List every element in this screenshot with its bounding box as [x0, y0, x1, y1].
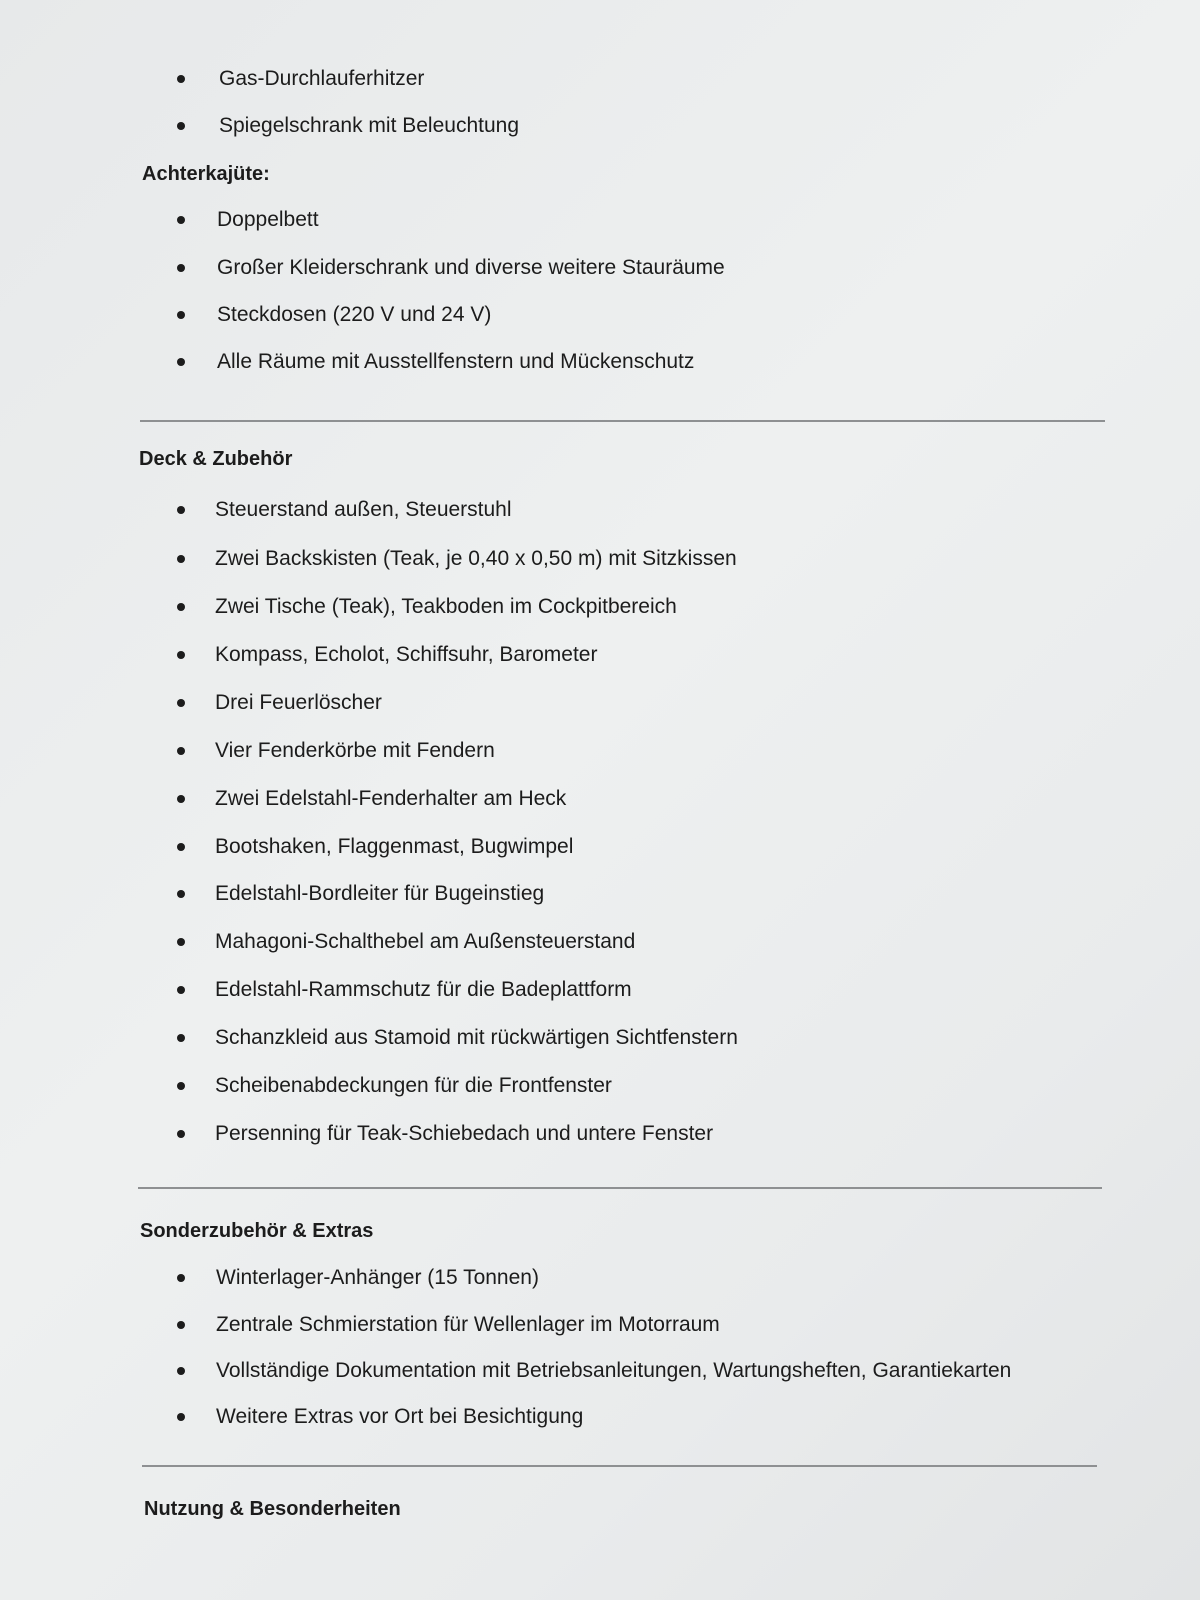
- list-item-text: Zwei Backskisten (Teak, je 0,40 x 0,50 m) mit Sitzkissen: [215, 547, 737, 570]
- list-item-text: Scheibenabdeckungen für die Frontfenster: [215, 1074, 612, 1097]
- list-item-text: Doppelbett: [217, 208, 319, 231]
- list-item-text: Alle Räume mit Ausstellfenstern und Mückenschutz: [217, 350, 695, 373]
- list-item-text: Kompass, Echolot, Schiffsuhr, Barometer: [215, 643, 598, 666]
- bullet: [177, 651, 185, 659]
- section-heading-deck: Deck & Zubehör: [139, 448, 293, 470]
- bullet: [177, 1274, 185, 1282]
- list-item-text: Zentrale Schmierstation für Wellenlager im Motorraum: [216, 1313, 720, 1336]
- list-item-text: Zwei Tische (Teak), Teakboden im Cockpitbereich: [215, 595, 677, 618]
- bullet: [177, 603, 185, 611]
- bullet: [177, 890, 185, 898]
- bullet: [177, 1413, 185, 1421]
- bullet: [177, 1367, 185, 1375]
- bullet: [177, 506, 185, 514]
- bullet: [177, 699, 185, 707]
- bullet: [177, 747, 185, 755]
- bullet: [177, 1082, 185, 1090]
- section-divider: [138, 1187, 1102, 1189]
- bullet: [177, 938, 185, 946]
- list-item-text: Winterlager-Anhänger (15 Tonnen): [216, 1266, 539, 1289]
- list-item-text: Zwei Edelstahl-Fenderhalter am Heck: [215, 787, 567, 810]
- bullet: [177, 311, 185, 319]
- bullet: [177, 986, 185, 994]
- list-item-text: Steuerstand außen, Steuerstuhl: [215, 498, 512, 521]
- list-item-text: Edelstahl-Bordleiter für Bugeinstieg: [215, 882, 545, 905]
- bullet: [177, 843, 185, 851]
- list-item-text: Vier Fenderkörbe mit Fendern: [215, 739, 495, 762]
- bullet: [177, 795, 185, 803]
- section-heading-usage: Nutzung & Besonderheiten: [144, 1498, 401, 1520]
- list-item-text: Weitere Extras vor Ort bei Besichtigung: [216, 1405, 584, 1428]
- list-item-text: Persenning für Teak-Schiebedach und untere Fenster: [215, 1122, 714, 1145]
- list-item-text: Edelstahl-Rammschutz für die Badeplattform: [215, 978, 632, 1001]
- section-heading-aft-cabin: Achterkajüte:: [142, 163, 270, 185]
- list-item-text: Gas-Durchlauferhitzer: [219, 67, 425, 90]
- bullet: [177, 75, 185, 83]
- list-item-text: Großer Kleiderschrank und diverse weitere Stauräume: [217, 256, 725, 279]
- list-item-text: Steckdosen (220 V und 24 V): [217, 303, 492, 326]
- list-item-text: Vollständige Dokumentation mit Betriebsanleitungen, Wartungsheften, Garantiekarten: [216, 1359, 1012, 1382]
- list-item-text: Schanzkleid aus Stamoid mit rückwärtigen Sichtfenstern: [215, 1026, 738, 1049]
- bullet: [177, 122, 185, 130]
- section-heading-extras: Sonderzubehör & Extras: [140, 1220, 374, 1242]
- list-item-text: Bootshaken, Flaggenmast, Bugwimpel: [215, 835, 574, 858]
- bullet: [177, 1034, 185, 1042]
- list-item-text: Drei Feuerlöscher: [215, 691, 382, 714]
- bullet: [177, 358, 185, 366]
- bullet: [177, 1321, 185, 1329]
- bullet: [177, 1130, 185, 1138]
- bullet: [177, 555, 185, 563]
- bullet: [177, 216, 185, 224]
- section-divider: [142, 1465, 1097, 1467]
- section-divider: [140, 420, 1105, 422]
- bullet: [177, 264, 185, 272]
- list-item-text: Spiegelschrank mit Beleuchtung: [219, 114, 520, 137]
- list-item-text: Mahagoni-Schalthebel am Außensteuerstand: [215, 930, 636, 953]
